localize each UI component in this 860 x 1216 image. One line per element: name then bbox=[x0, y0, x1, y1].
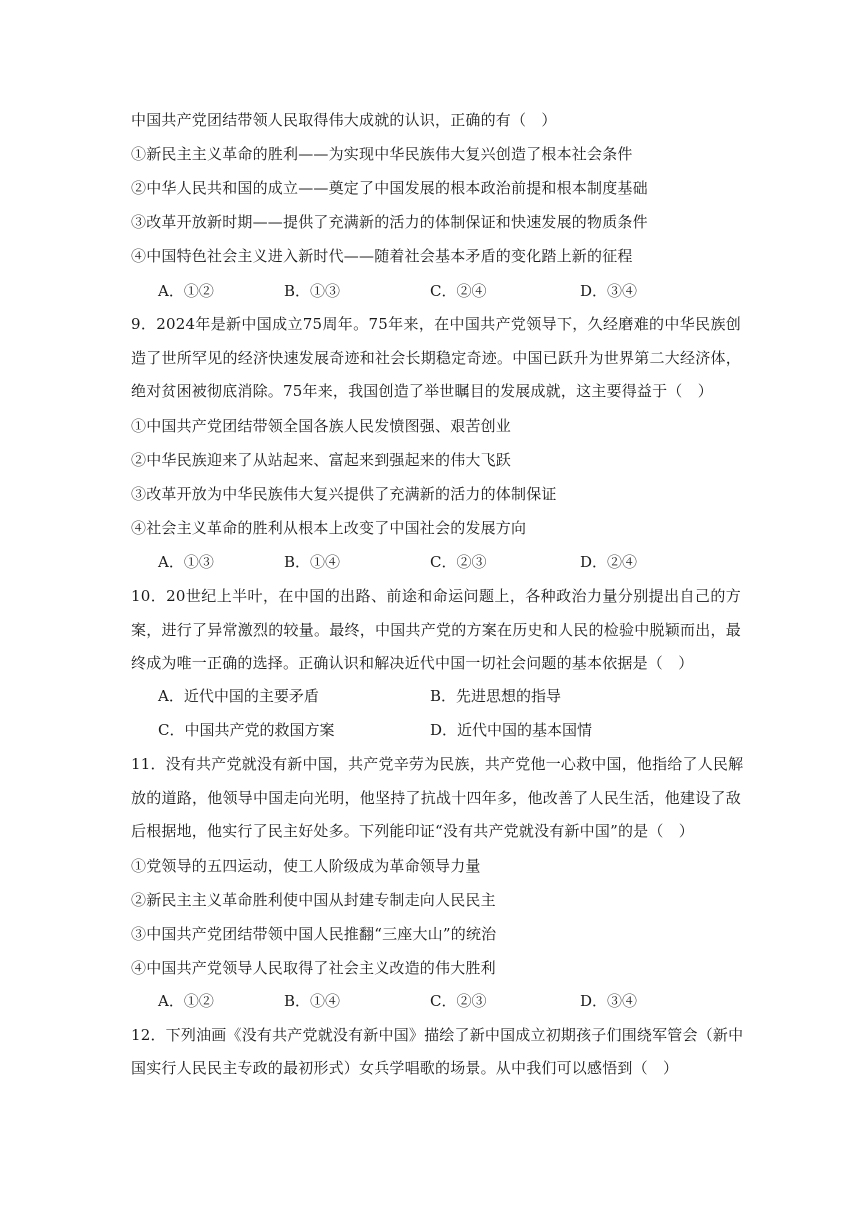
q10-options-row-1 bbox=[158, 686, 758, 706]
q9-options bbox=[158, 552, 758, 572]
q12-stem-line-2: 国实行人民民主专政的最初形式）女兵学唱歌的场景。从中我们可以感悟到（ ） bbox=[131, 1059, 679, 1077]
q9-option-c: C．②③ bbox=[430, 553, 487, 571]
q8-options bbox=[158, 281, 758, 301]
q11-stem-line-2: 放的道路，他领导中国走向光明，他坚持了抗战十四年多，他改善了人民生活，他建设了敌 bbox=[131, 789, 741, 807]
q11-options bbox=[158, 991, 758, 1011]
q11-statement-4: ④中国共产党领导人民取得了社会主义改造的伟大胜利 bbox=[131, 959, 496, 977]
q10-options-row-2 bbox=[158, 720, 758, 740]
q9-statement-1: ①中国共产党团结带领全国各族人民发愤图强、艰苦创业 bbox=[131, 417, 512, 435]
q11-stem-line-3: 后根据地，他实行了民主好处多。下列能印证“没有共产党就没有新中国”的是（ ） bbox=[131, 822, 694, 840]
q8-option-b: B．①③ bbox=[284, 282, 341, 300]
q10-option-d: D．近代中国的基本国情 bbox=[430, 721, 593, 739]
q11-statement-1: ①党领导的五四运动，使工人阶级成为革命领导力量 bbox=[131, 857, 481, 875]
q9-stem-line-2: 造了世所罕见的经济快速发展奇迹和社会长期稳定奇迹。中国已跃升为世界第二大经济体， bbox=[131, 349, 741, 367]
q8-statement-4: ④中国特色社会主义进入新时代——随着社会基本矛盾的变化踏上新的征程 bbox=[131, 247, 633, 265]
q11-statement-3: ③中国共产党团结带领中国人民推翻“三座大山”的统治 bbox=[131, 925, 497, 943]
q8-option-c: C．②④ bbox=[430, 282, 487, 300]
q8-statement-2: ②中华人民共和国的成立——奠定了中国发展的根本政治前提和根本制度基础 bbox=[131, 179, 648, 197]
q8-option-a: A．①② bbox=[158, 282, 214, 300]
q11-statement-2: ②新民主主义革命胜利使中国从封建专制走向人民民主 bbox=[131, 891, 496, 909]
q10-option-c: C．中国共产党的救国方案 bbox=[158, 721, 335, 739]
q11-option-b: B．①④ bbox=[284, 992, 341, 1010]
q12-stem-line-1: 12．下列油画《没有共产党就没有新中国》描绘了新中国成立初期孩子们围绕军管会（新中 bbox=[131, 1026, 744, 1044]
q8-statement-3: ③改革开放新时期——提供了充满新的活力的体制保证和快速发展的物质条件 bbox=[131, 213, 648, 231]
q8-option-d: D．③④ bbox=[580, 282, 638, 300]
q9-statement-2: ②中华民族迎来了从站起来、富起来到强起来的伟大飞跃 bbox=[131, 451, 512, 469]
q10-option-a: A．近代中国的主要矛盾 bbox=[158, 687, 319, 705]
q9-option-d: D．②④ bbox=[580, 553, 638, 571]
q11-option-a: A．①② bbox=[158, 992, 214, 1010]
q10-stem-line-2: 案，进行了异常激烈的较量。最终，中国共产党的方案在历史和人民的检验中脱颖而出，最 bbox=[131, 621, 741, 639]
q9-statement-4: ④社会主义革命的胜利从根本上改变了中国社会的发展方向 bbox=[131, 519, 527, 537]
q9-option-b: B．①④ bbox=[284, 553, 341, 571]
q8-statement-1: ①新民主主义革命的胜利——为实现中华民族伟大复兴创造了根本社会条件 bbox=[131, 145, 633, 163]
q9-stem-line-1: 9．2024年是新中国成立75周年。75年来，在中国共产党领导下，久经磨难的中华民族创 bbox=[131, 315, 741, 333]
q11-option-d: D．③④ bbox=[580, 992, 638, 1010]
q10-stem-line-1: 10．20世纪上半叶，在中国的出路、前途和命运问题上，各种政治力量分别提出自己的方 bbox=[131, 587, 741, 605]
q11-option-c: C．②③ bbox=[430, 992, 487, 1010]
q10-option-b: B．先进思想的指导 bbox=[430, 687, 562, 705]
q11-stem-line-1: 11．没有共产党就没有新中国，共产党辛劳为民族，共产党他一心救中国，他指给了人民解 bbox=[131, 755, 744, 773]
q9-statement-3: ③改革开放为中华民族伟大复兴提供了充满新的活力的体制保证 bbox=[131, 485, 557, 503]
q9-stem-line-3: 绝对贫困被彻底消除。75年来，我国创造了举世瞩目的发展成就，这主要得益于（ ） bbox=[131, 382, 713, 400]
q10-stem-line-3: 终成为唯一正确的选择。正确认识和解决近代中国一切社会问题的基本依据是（ ） bbox=[131, 654, 694, 672]
q9-option-a: A．①③ bbox=[158, 553, 214, 571]
q8-stem-line: 中国共产党团结带领人民取得伟大成就的认识，正确的有（ ） bbox=[131, 111, 557, 129]
